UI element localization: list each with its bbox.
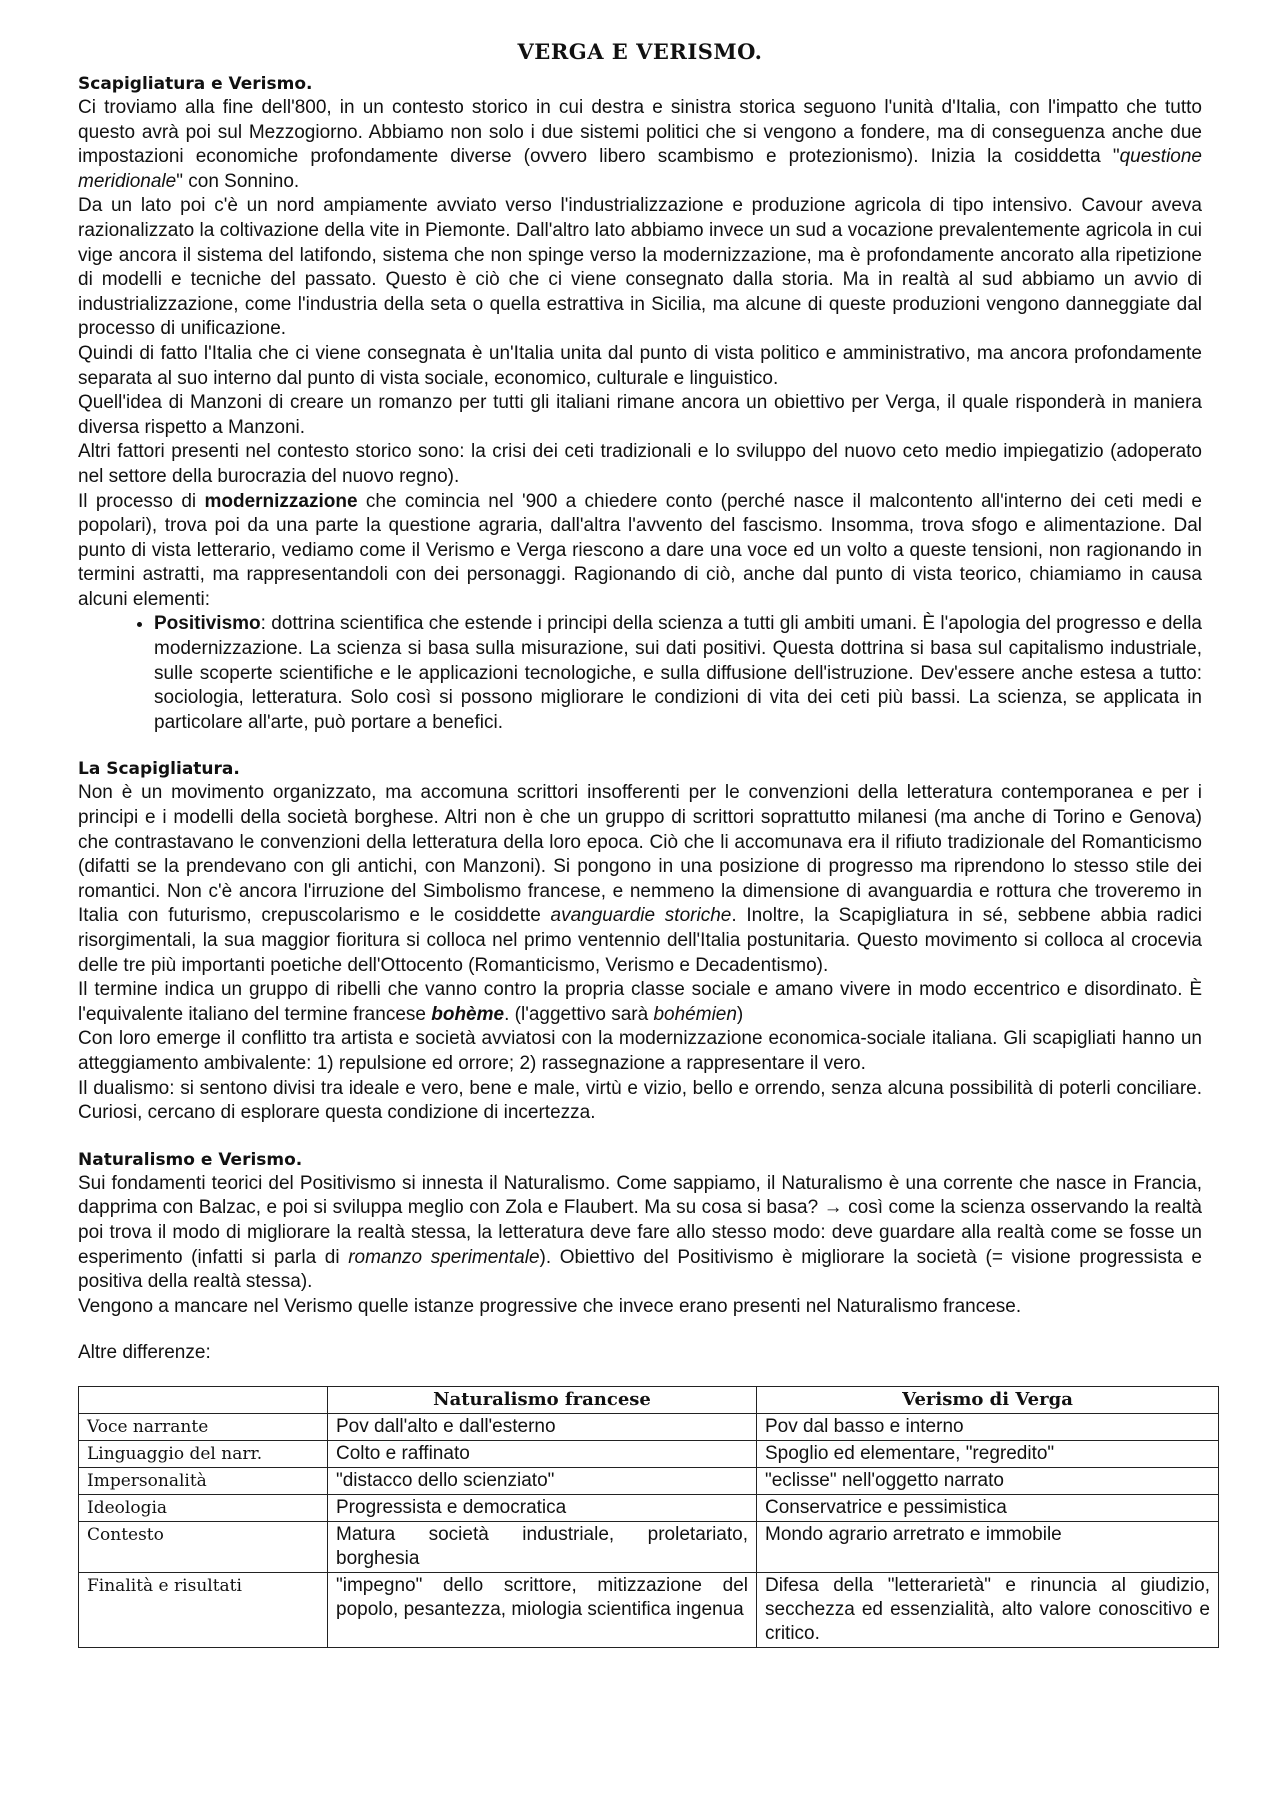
paragraph: Il dualismo: si sentono divisi tra ideale e vero, bene e male, virtù e vizio, bello e orrendo, senza alcuna possibilità di poterli conciliare. Curiosi, cercano di esplorare questa condizione di incertezza. — [78, 1077, 1202, 1124]
cell-verismo: Conservatrice e pessimistica — [757, 1494, 1219, 1521]
table-row — [79, 1572, 1219, 1647]
table-row — [79, 1467, 1219, 1494]
row-label: Ideologia — [79, 1494, 328, 1521]
cell-verismo: Spoglio ed elementare, "regredito" — [757, 1440, 1219, 1467]
row-label: Voce narrante — [79, 1413, 328, 1440]
cell-naturalismo: "impegno" dello scrittore, mitizzazione del popolo, pesantezza, miologia scientifica ingenua — [328, 1572, 757, 1647]
cell-verismo: Pov dal basso e interno — [757, 1413, 1219, 1440]
document-page — [78, 38, 1210, 1648]
table-header-naturalismo: Naturalismo francese — [328, 1386, 757, 1413]
section-heading-scapigliatura-verismo: Scapigliatura e Verismo. — [78, 74, 313, 94]
cell-verismo: Mondo agrario arretrato e immobile — [757, 1521, 1219, 1572]
comparison-table — [78, 1386, 1219, 1648]
document-title: VERGA E VERISMO. — [517, 39, 763, 64]
section-heading-naturalismo-verismo: Naturalismo e Verismo. — [78, 1149, 303, 1170]
row-label: Finalità e risultati — [79, 1572, 328, 1647]
paragraph: Quell'idea di Manzoni di creare un romanzo per tutti gli italiani rimane ancora un obiettivo per Verga, il quale risponderà in maniera diversa rispetto a Manzoni. — [78, 392, 1202, 438]
paragraph: Ci troviamo alla fine dell'800, in un contesto storico in cui destra e sinistra storica seguono l'unità d'Italia, con l'impatto che tutto questo avrà poi sul Mezzogiorno. Abbiamo non solo i due sistemi politici che si vengono a fondere, ma di conseguenza anche due impostazioni economiche profondamente diverse (ovvero libero scambismo e protezionismo). Inizia la cosiddetta "questione meridionale" con Sonnino. — [78, 97, 1202, 192]
cell-naturalismo: Progressista e democratica — [328, 1494, 757, 1521]
row-label: Linguaggio del narr. — [79, 1440, 328, 1467]
cell-verismo: Difesa della "letterarietà" e rinuncia al giudizio, secchezza ed essenzialità, alto valore conoscitivo e critico. — [757, 1572, 1219, 1647]
row-label: Impersonalità — [79, 1467, 328, 1494]
table-header-empty — [79, 1386, 328, 1413]
paragraph: Altre differenze: — [78, 1342, 211, 1364]
cell-naturalismo: Pov dall'alto e dall'esterno — [328, 1413, 757, 1440]
cell-naturalismo: Colto e raffinato — [328, 1440, 757, 1467]
paragraph: Il termine indica un gruppo di ribelli che vanno contro la propria classe sociale e amano vivere in modo eccentrico e disordinato. È l'equivalente italiano del termine francese bohème. (l'aggettivo sarà bohémien) — [78, 979, 1202, 1025]
table-row — [79, 1413, 1219, 1440]
table-header-row — [79, 1386, 1219, 1413]
table-row — [79, 1521, 1219, 1572]
cell-naturalismo: Matura società industriale, proletariato, borghesia — [328, 1521, 757, 1572]
paragraph: Altri fattori presenti nel contesto storico sono: la crisi dei ceti tradizionali e lo sviluppo del nuovo ceto medio impiegatizio (adoperato nel settore della burocrazia del nuovo regno). — [78, 441, 1202, 487]
paragraph: Sui fondamenti teorici del Positivismo si innesta il Naturalismo. Come sappiamo, il Naturalismo è una corrente che nasce in Francia, dapprima con Balzac, e poi si sviluppa meglio con Zola e Flaubert. Ma su cosa si basa? → così come la scienza osservando la realtà poi trova il modo di migliorare la realtà stessa, la letteratura deve fare allo stesso modo: deve guardare alla realtà come se fosse un esperimento (infatti si parla di romanzo sperimentale). Obiettivo del Positivismo è migliorare la società (= visione progressista e positiva della realtà stessa). — [78, 1172, 1202, 1293]
cell-verismo: "eclisse" nell'oggetto narrato — [757, 1467, 1219, 1494]
row-label: Contesto — [79, 1521, 328, 1572]
cell-naturalismo: "distacco dello scienziato" — [328, 1467, 757, 1494]
paragraph: Non è un movimento organizzato, ma accomuna scrittori insofferenti per le convenzioni della letteratura contemporanea e per i principi e i modelli della società borghese. Altri non è che un gruppo di scrittori soprattutto milanesi (ma anche di Torino e Genova) che contrastavano le convenzioni della letteratura della loro epoca. Ciò che li accomunava era il rifiuto tradizionale del Romanticismo (difatti se la prendevano con gli antichi, con Manzoni). Si pongono in una posizione di progresso ma riprendono lo stesso stile dei romantici. Non c'è ancora l'irruzione del Simbolismo francese, e nemmeno la dimensione di avanguardia e rottura che troveremo in Italia con futurismo, crepuscolarismo e le cosiddette avanguardie storiche. Inoltre, la Scapigliatura in sé, sebbene abbia radici risorgimentali, la sua maggior fioritura si colloca nel primo ventennio dell'Italia postunitaria. Questo movimento si colloca al crocevia delle tre più importanti poetiche dell'Ottocento (Romanticismo, Verismo e Decadentismo). — [78, 782, 1203, 976]
paragraph: Vengono a mancare nel Verismo quelle istanze progressive che invece erano presenti nel Naturalismo francese. — [78, 1295, 1022, 1317]
table-row — [79, 1494, 1219, 1521]
section-heading-la-scapigliatura: La Scapigliatura. — [78, 759, 240, 780]
table-header-verismo: Verismo di Verga — [757, 1386, 1219, 1413]
paragraph: Da un lato poi c'è un nord ampiamente avviato verso l'industrializzazione e produzione agricola di tipo intensivo. Cavour aveva razionalizzato la coltivazione della vite in Piemonte. Dall'altro lato abbiamo invece un sud a vocazione prevalentemente agricola in cui vige ancora il sistema del latifondo, sistema che non spinge verso la modernizzazione, ma è profondamente ancorato alla ripetizione di modelli e tecniche del passato. Questo è ciò che ci viene consegnato dalla storia. Ma in realtà al sud abbiamo un avvio di industrializzazione, come l'industria della seta o quella estrattiva in Sicilia, ma alcune di queste produzioni vengono danneggiate dal processo di unificazione. — [78, 195, 1202, 340]
list-item: • Positivismo: dottrina scientifica che estende i principi della scienza a tutti gli ambiti umani. È l'apologia del progresso e della modernizzazione. La scienza si basa sulla misurazione, sui dati positivi. Questa dottrina si basa sul capitalismo industriale, sulle scoperte scientifiche e le applicazioni tecnologiche, e sulla diffusione dell'istruzione. Dev'essere anche estesa a tutto: sociologia, letteratura. Solo così si possono migliorare le condizioni di vita dei ceti più bassi. La scienza, se applicata in particolare all'arte, può portare a benefici. — [154, 612, 1202, 735]
bullet-list — [78, 612, 1202, 735]
table-row — [79, 1440, 1219, 1467]
paragraph: Quindi di fatto l'Italia che ci viene consegnata è un'Italia unita dal punto di vista politico e amministrativo, ma ancora profondamente separata al suo interno dal punto di vista sociale, economico, culturale e linguistico. — [78, 342, 1202, 389]
paragraph: Il processo di modernizzazione che comincia nel '900 a chiedere conto (perché nasce il malcontento all'interno dei ceti medi e popolari), trova poi da una parte la questione agraria, dall'altra l'avvento del fascismo. Insomma, trova sfogo e alimentazione. Dal punto di vista letterario, vediamo come il Verismo e Verga riescono a dare una voce ed un volto a queste tensioni, non ragionando in termini astratti, ma rappresentandoli con dei personaggi. Ragionando di ciò, anche dal punto di vista teorico, chiamiamo in causa alcuni elementi: — [78, 490, 1202, 610]
paragraph: Con loro emerge il conflitto tra artista e società avviatosi con la modernizzazione economica-sociale italiana. Gli scapigliati hanno un atteggiamento ambivalente: 1) repulsione ed orrore; 2) rassegnazione a rappresentare il vero. — [78, 1028, 1202, 1074]
